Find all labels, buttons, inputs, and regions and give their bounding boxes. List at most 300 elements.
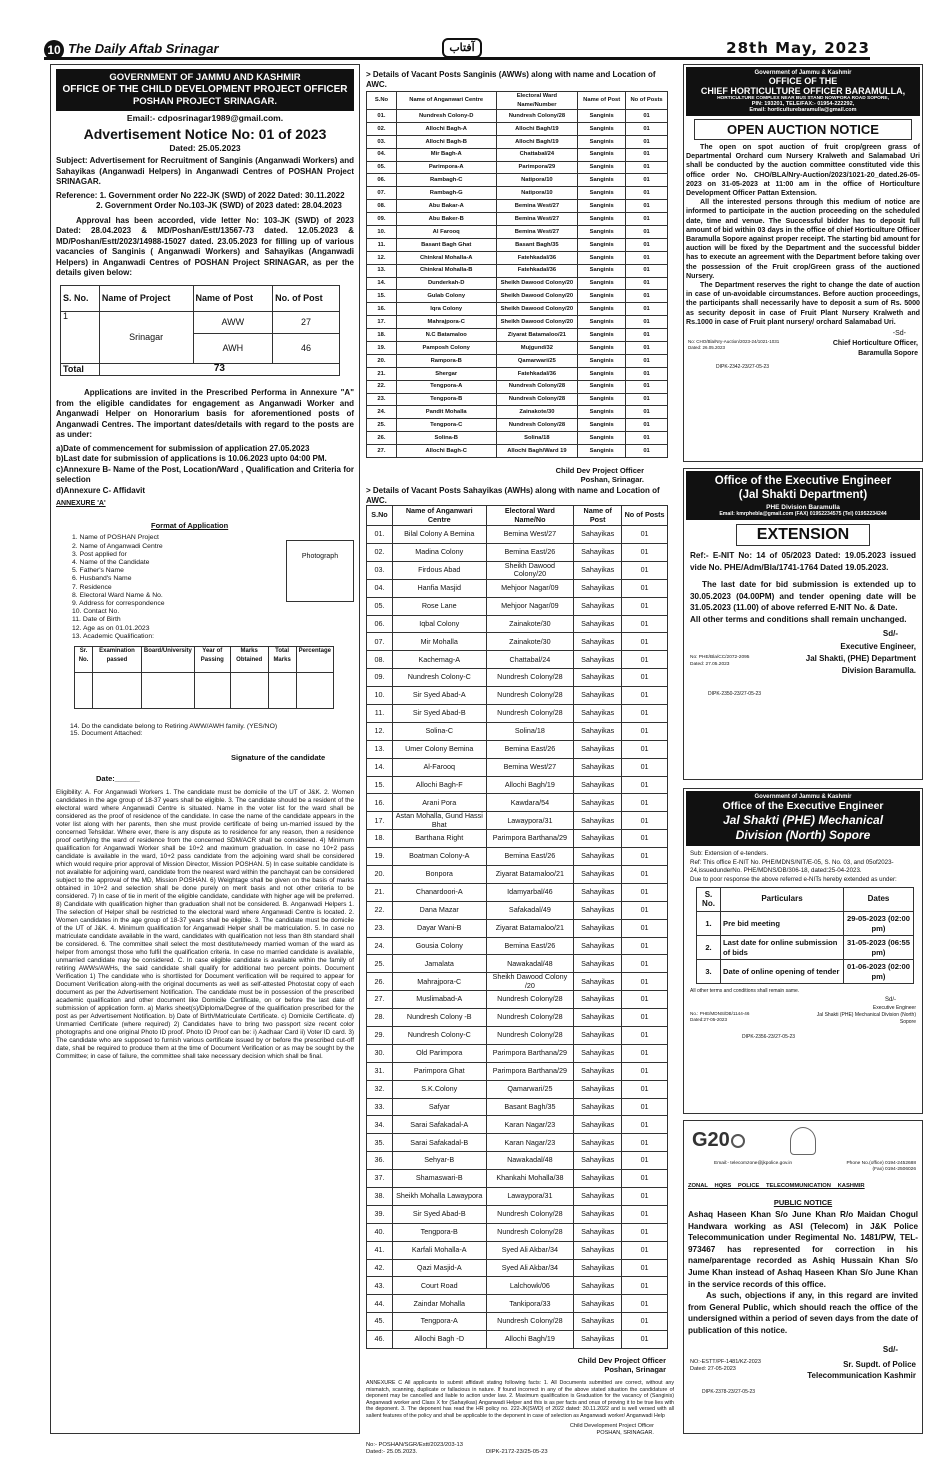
aww-row [367, 393, 668, 406]
awh-cell: 01 [622, 526, 668, 544]
awh-table-title: > Details of Vacant Posts Sahayikas (AWHs) along with name and Location of AWC. [366, 486, 660, 505]
annexure-c-note: d)Annexure C- Affidavit [56, 485, 146, 495]
awh-cell: Hanfia Masjid [392, 579, 486, 597]
newspaper-logo: آفتاب [442, 38, 482, 58]
aww-row [367, 380, 668, 393]
awh-cell: Sahayikas [574, 597, 622, 615]
awh-cell: Court Road [392, 1277, 486, 1295]
awh-cell: Boatman Colony-A [392, 848, 486, 866]
awh-cell: Barthana Right [392, 830, 486, 848]
awh-cell: Sahayikas [574, 1241, 622, 1259]
aww-cell: 01 [626, 316, 668, 329]
awh-cell: 09. [367, 669, 393, 687]
aww-cell: 16. [367, 303, 397, 316]
aww-cell: 13. [367, 264, 397, 277]
awh-row [367, 561, 668, 579]
awh-cell: 01 [622, 758, 668, 776]
aww-cell: 01 [626, 213, 668, 226]
aww-cell: Sanginis [578, 148, 626, 161]
aww-cell: Rambagh-G [396, 187, 496, 200]
aww-cell: Sanginis [578, 135, 626, 148]
aww-cell: Gulab Colony [396, 290, 496, 303]
extension-dated: Dated: 27.05.2023 [690, 662, 730, 667]
awh-sign-line2: Poshan, Srinagar [604, 1365, 666, 1375]
awh-cell: 18. [367, 830, 393, 848]
aww-cell: Fatehkadal/36 [496, 367, 578, 380]
aww-row [367, 367, 668, 380]
aww-cell: Mir Bagh-A [396, 148, 496, 161]
phe-cell: 2. [697, 936, 721, 960]
awh-cell: Sahayikas [574, 1062, 622, 1080]
aww-cell: 01 [626, 329, 668, 342]
awh-cell: 43. [367, 1277, 393, 1295]
aww-cell: Sanginis [578, 200, 626, 213]
aww-cell: 01 [626, 148, 668, 161]
awh-cell: Sir Syed Abad-B [392, 1205, 486, 1223]
question-14: 14. Do the candidate belong to Retiring AWW/AWH family. (YES/NO) [70, 723, 278, 731]
aww-cell: Tengpora-B [396, 393, 496, 406]
aww-cell: Abu Baker-B [396, 213, 496, 226]
awh-cell: Sahayikas [574, 812, 622, 830]
aww-row [367, 342, 668, 355]
form-field-7: 7. Residence [72, 583, 112, 591]
aww-cell: Al Farooq [396, 226, 496, 239]
awh-cell: 04. [367, 579, 393, 597]
awh-cell: Parimpora Barthana/29 [486, 1062, 574, 1080]
qual-col-2: Examination passed [93, 647, 142, 673]
aww-table-title: > Details of Vacant Posts Sanginis (AWWs) along with name and Location of AWC. [366, 70, 656, 89]
aww-row [367, 251, 668, 264]
approval-paragraph: Approval has been accorded, vide letter No: 103-JK (SWD) of 2023 Dated: 28.04.2023 & MD/Poshan/Estt/13567-73 dated. 12.05.2023 & MD/Poshan/Estt/2023/14988-15027 dated. 23.05.2023 for filling up of various vacancies of Sanginis ( Anganwadi Workers) and Sahayikas (Anganwadi Helpers) in Anganwadi Centres of POSHAN Project SRINAGAR, as per the details given below: [56, 215, 354, 277]
awh-cell: 44. [367, 1295, 393, 1313]
awh-cell: 39. [367, 1205, 393, 1223]
awh-cell: Zaindar Mohalla [392, 1295, 486, 1313]
aww-cell: 15. [367, 290, 397, 303]
g20-logo [692, 1129, 745, 1152]
police-zonal: ZONAL HQRS POLICE TELECOMMUNICATION KASHMIR [688, 1183, 865, 1189]
phe-cell: 3. [697, 960, 721, 984]
aww-header-row [367, 92, 668, 110]
awh-row [367, 543, 668, 561]
newspaper-name: The Daily Aftab Srinagar [68, 41, 219, 56]
phe-no: No.: PHE/MDNS/DB/1144-46 [690, 1011, 750, 1016]
awh-cell: Allochi Bagh -D [392, 1331, 486, 1349]
awh-cell: Old Parimpora [392, 1044, 486, 1062]
awh-sign-line1: Child Dev Project Officer [577, 1356, 666, 1366]
awh-cell: Sahayikas [574, 1277, 622, 1295]
awh-cell: 01 [622, 1062, 668, 1080]
awh-cell: Sahayikas [574, 865, 622, 883]
aww-cell: Sanginis [578, 251, 626, 264]
awh-row [367, 883, 668, 901]
auction-para-2: All the interested persons through this medium of notice are informed to participate in the auction proceeding on the scheduled date, time and venue. The Successful bidder has to deposit full amount of bid within 03 days in the office of chief Horticulture Officer Baramulla Sopore against proper receipt. The starting bid amount for auction will be fixed by the Department and the successful bidder has to execute an agreement with the Department before taking over the possession of the Fruit crop/Green grass of the auctioned Nursery. [686, 198, 920, 280]
phe-date-table [696, 887, 914, 984]
awh-cell: Bemina East/26 [486, 937, 574, 955]
phe-ref: Ref: This office E-NIT No. PHE/MDNS/NIT/E-05, S. No. 03, and 05of2023-24,issuedunderNo. PHE/MDNS/DB/306-18, dated:25-04-2023. [690, 858, 894, 874]
awh-col-2: Name of Anganwari Centre [392, 506, 486, 526]
vac-col-count: No. of Post [273, 285, 340, 311]
aww-cell: Iqra Colony [396, 303, 496, 316]
awh-cell: 01 [622, 1188, 668, 1206]
extension-ref: Ref:- E-NIT No: 14 of 05/2023 Dated: 19.05.2023 issued vide No. PHE/Adm/Bla/1741-1764 Dated 19.05.2023. [690, 551, 916, 572]
auction-notice-title: OPEN AUCTION NOTICE [694, 119, 912, 140]
awh-cell: 01 [622, 794, 668, 812]
aww-cell: Solina/18 [496, 432, 578, 445]
awh-cell: 46. [367, 1331, 393, 1349]
aww-cell: Chinkral Mohalla-B [396, 264, 496, 277]
awh-cell: Mehjoor Nagar/09 [486, 597, 574, 615]
aww-cell: 18. [367, 329, 397, 342]
awh-cell: 16. [367, 794, 393, 812]
awh-cell: Sahayikas [574, 1295, 622, 1313]
aww-cell: Sanginis [578, 432, 626, 445]
g20-text: G20 [692, 1129, 730, 1151]
qual-col-5: Marks Obtained [230, 647, 268, 673]
hort-addr: HORTICULTURE COMPLEX NEAR BUS STAND NOWPORA ROAD SOPORE, [717, 96, 889, 101]
aww-cell: Sanginis [578, 303, 626, 316]
awh-cell: Sehyar-B [392, 1152, 486, 1170]
aww-cell: Chinkral Mohalla-A [396, 251, 496, 264]
awh-cell: Bonpora [392, 865, 486, 883]
phe-due: Due to poor response the above referred e-NITs hereby extended as under: [690, 875, 897, 883]
auction-dipk: DIPK-2342-23/27-05-23 [716, 364, 770, 371]
awh-cell: 14. [367, 758, 393, 776]
aww-cell: Sanginis [578, 316, 626, 329]
aww-row [367, 432, 668, 445]
awh-cell: 01 [622, 1223, 668, 1241]
awh-cell: Firdous Abad [392, 561, 486, 579]
office-title: OFFICE OF THE CHILD DEVELOPMENT PROJECT OFFICER [62, 84, 348, 95]
cdpo-sign-block [366, 1423, 674, 1437]
police-signatory [807, 1359, 916, 1381]
awh-cell: 01 [622, 776, 668, 794]
aww-cell: 22. [367, 380, 397, 393]
awh-row [367, 955, 668, 973]
jalshakti-division: PHE Division Baramulla [766, 504, 840, 511]
aww-cell: Mujgund/32 [496, 342, 578, 355]
awh-row [367, 1080, 668, 1098]
aww-cell: Sanginis [578, 342, 626, 355]
awh-cell: Sahayikas [574, 1009, 622, 1027]
awh-cell: 01 [622, 1170, 668, 1188]
phe-col-particulars: Particulars [721, 888, 844, 912]
awh-row [367, 937, 668, 955]
extension-dipk: DIPK-2350-23/27-05-23 [708, 691, 762, 697]
qual-col-6: Total Marks [268, 647, 296, 673]
awh-header-row [367, 506, 668, 526]
awh-cell: Sahayikas [574, 1026, 622, 1044]
awh-col-5: No of Posts [622, 506, 668, 526]
awh-row [367, 579, 668, 597]
vac-count-awh: 46 [273, 333, 340, 363]
awh-cell: Idamyarbal/46 [486, 883, 574, 901]
aww-cell: Fatehkadal/36 [496, 251, 578, 264]
awh-cell: 32. [367, 1080, 393, 1098]
aww-cell: Bemina West/27 [496, 213, 578, 226]
awh-cell: 01 [622, 848, 668, 866]
form-field-6: 6. Husband's Name [72, 575, 132, 583]
aww-cell: 01 [626, 393, 668, 406]
awh-row [367, 794, 668, 812]
aww-cell: 20. [367, 354, 397, 367]
aww-row [367, 110, 668, 123]
aww-cell: Sanginis [578, 354, 626, 367]
awh-cell: 23. [367, 919, 393, 937]
awh-cell: 21. [367, 883, 393, 901]
awh-cell: 31. [367, 1062, 393, 1080]
awh-cell: Sahayikas [574, 651, 622, 669]
aww-cell: 01 [626, 264, 668, 277]
horticulture-header [686, 67, 920, 116]
auction-signatory [833, 339, 918, 359]
awh-cell: Umer Colony Bemina [392, 740, 486, 758]
auction-sign-1: Chief Horticulture Officer, [832, 340, 918, 348]
date-last: b)Last date for submission of applications is 10.06.2023 upto 04:00 PM. [56, 454, 327, 464]
aww-cell: Nundresh Colony/28 [496, 110, 578, 123]
aww-cell: Sheikh Dawood Colony/20 [496, 316, 578, 329]
awh-cell: Nundresh Colony-C [392, 669, 486, 687]
awh-cell: Syed Ali Akbar/34 [486, 1241, 574, 1259]
awh-cell: 01 [622, 543, 668, 561]
awh-cell: Karan Nagar/23 [486, 1116, 574, 1134]
awh-row [367, 633, 668, 651]
awh-cell: Sahayikas [574, 740, 622, 758]
awh-col-1: S.No [367, 506, 393, 526]
awh-row [367, 1188, 668, 1206]
phe-cell: 29-05-2023 (02:00 pm) [844, 912, 914, 936]
awh-cell: Chanardoori-A [392, 883, 486, 901]
awh-cell: 01 [622, 615, 668, 633]
awh-row [367, 704, 668, 722]
awh-cell: Sahayikas [574, 937, 622, 955]
aww-cell: Sanginis [578, 367, 626, 380]
aww-row [367, 213, 668, 226]
aww-cell: 01 [626, 342, 668, 355]
awh-cell: Lawaypora/31 [486, 812, 574, 830]
aww-cell: Sanginis [578, 277, 626, 290]
awh-cell: 28. [367, 1009, 393, 1027]
aww-sign-line2: Poshan, Srinagar. [580, 475, 644, 485]
awh-cell: 01 [622, 937, 668, 955]
aww-sign-line1: Child Dev Project Officer [555, 466, 644, 476]
aww-cell: 01 [626, 432, 668, 445]
phe-header [686, 791, 920, 846]
aww-cell: Sanginis [578, 238, 626, 251]
aww-cell: Allochi Bagh-C [396, 445, 496, 458]
aww-cell: 10. [367, 226, 397, 239]
awh-cell: Sahayikas [574, 704, 622, 722]
awh-cell: Madina Colony [392, 543, 486, 561]
awh-row [367, 812, 668, 830]
vac-sno: 1 [61, 311, 100, 363]
date-line: Date:______ [96, 774, 140, 784]
aww-cell: 01 [626, 174, 668, 187]
awh-cell: Astan Mohalla, Gund Hassi Bhat [392, 812, 486, 830]
awh-row [367, 1223, 668, 1241]
aww-cell: N.C Batamaloo [396, 329, 496, 342]
phe-sign-1: Executive Engineer [872, 1005, 916, 1011]
aww-cell: 01 [626, 110, 668, 123]
awh-row [367, 1313, 668, 1331]
globe-icon [731, 1134, 745, 1148]
jalshakti-header [686, 471, 920, 520]
aww-cell: Shergar [396, 367, 496, 380]
vac-col-post: Name of Post [193, 285, 273, 311]
awh-cell: Qazi Masjid-A [392, 1259, 486, 1277]
newspaper-header [44, 38, 870, 60]
awh-cell: Tengpora-A [392, 1313, 486, 1331]
aww-cell: Basant Bagh/35 [496, 238, 578, 251]
cdpo-email: Email:- cdposrinagar1989@gmail.com. [126, 113, 284, 123]
awh-cell: Nawakadal/48 [486, 1152, 574, 1170]
phe-title-1: Office of the Executive Engineer [722, 800, 884, 812]
awh-cell: 25. [367, 955, 393, 973]
aww-cell: Sanginis [578, 380, 626, 393]
awh-cell: Bilal Colony A Bemina [392, 526, 486, 544]
auction-sign-block [686, 330, 920, 364]
awh-col-4: Name of Post [574, 506, 622, 526]
aww-cell: Nundresh Colony/28 [496, 393, 578, 406]
aww-cell: Allochi Bagh/19 [496, 122, 578, 135]
awh-cell: 01 [622, 1152, 668, 1170]
vac-col-project: Name of Project [99, 285, 193, 311]
jalshakti-title-1: Office of the Executive Engineer [714, 475, 892, 487]
awh-cell: Bemina East/26 [486, 848, 574, 866]
awh-cell: 19. [367, 848, 393, 866]
issue-date: 28th May, 2023 [726, 39, 870, 57]
aww-cell: 06. [367, 174, 397, 187]
aww-row [367, 226, 668, 239]
awh-row [367, 687, 668, 705]
annexure-c-text: ANNEXURE C All applicants to submit affidavit stating following facts: 1. All Documents submitted are correct, without any mismatch, scanning, duplicate or fallacious in nature. If found incorrect in any of the above stated situation the candidature of deponent may be cancelled and liable to action under law. 2. Maximum qualification is Graduation for the vacancy of (Sanginis) Anganwadi worker and Class X for (Sahayikas) Anganwadi Helper and this is as per facts and onus of proving it to be true lies with the deponent. 3. The deponent has read the HR policy no. 222-JK(SWD) of 2022 dated: 30.11.2022 and is well versed with all salient features of the policy and shall be applicable to the deponent in case of selection as Anganwadi worker/ Anganwadi Help [366, 1380, 674, 1419]
phe-cell: Date of online opening of tender [721, 960, 844, 984]
awh-cell: 17. [367, 812, 393, 830]
awh-cell: Bemina East/26 [486, 740, 574, 758]
awh-cell: S.K.Colony [392, 1080, 486, 1098]
phe-title-2: Jal Shakti (PHE) Mechanical [722, 813, 884, 827]
awh-cell: Dayar Wani-B [392, 919, 486, 937]
awh-cell: 01 [622, 651, 668, 669]
aww-cell: Sanginis [578, 213, 626, 226]
aww-cell: 01 [626, 445, 668, 458]
awh-cell: 01 [622, 1259, 668, 1277]
awh-cell: Tankipora/33 [486, 1295, 574, 1313]
aww-cell: Tengpora-C [396, 419, 496, 432]
awh-cell: Nawakadal/48 [486, 955, 574, 973]
aww-cell: 25. [367, 419, 397, 432]
aww-cell: Sheikh Dawood Colony/20 [496, 290, 578, 303]
awh-cell: 01 [622, 1026, 668, 1044]
aww-cell: Sanginis [578, 110, 626, 123]
awh-cell: Sahayikas [574, 955, 622, 973]
annexure-b-note: c)Annexure B- Name of the Post, Location/Ward , Qualification and Criteria for selection [56, 464, 354, 485]
advert-footer [366, 1442, 674, 1457]
awh-cell: 42. [367, 1259, 393, 1277]
aww-cell: Dunderkah-D [396, 277, 496, 290]
form-field-13: 13. Academic Qualification: [72, 632, 154, 640]
aww-col-1: S.No [367, 92, 397, 110]
auction-no: No: CHO/Bla/Nry-Auction/2023-24/1021-1031 [688, 339, 780, 345]
application-form [56, 534, 354, 646]
awh-cell: 01 [622, 597, 668, 615]
aww-cell: 17. [367, 316, 397, 329]
awh-cell: Bemina East/26 [486, 543, 574, 561]
awh-cell: Al-Farooq [392, 758, 486, 776]
awh-cell: Sahayikas [574, 1170, 622, 1188]
awh-row [367, 1205, 668, 1223]
police-contact [846, 1161, 916, 1173]
awh-cell: Nundresh Colony/28 [486, 991, 574, 1009]
awh-cell: Solina-C [392, 722, 486, 740]
aww-cell: Nundresh Colony-D [396, 110, 496, 123]
phe-subject: Sub: Extension of e-tenders. [690, 850, 769, 857]
question-15: 15. Document Attached: [70, 730, 143, 738]
aww-cell: Qamarwari/25 [496, 354, 578, 367]
advert-dated: Dated:- 25.05.2023. [366, 1449, 418, 1456]
aww-cell: 01 [626, 303, 668, 316]
aww-cell: 05. [367, 161, 397, 174]
awh-cell: 22. [367, 901, 393, 919]
awh-row [367, 973, 668, 991]
aww-cell: 01 [626, 367, 668, 380]
police-public-notice [683, 1120, 923, 1434]
aww-cell: 08. [367, 200, 397, 213]
awh-cell: 01 [622, 1241, 668, 1259]
aww-cell: 12. [367, 251, 397, 264]
aww-cell: 01 [626, 122, 668, 135]
awh-row [367, 526, 668, 544]
aww-cell: 09. [367, 213, 397, 226]
vac-col-sno: S. No. [61, 285, 100, 311]
awh-cell: Sahayikas [574, 633, 622, 651]
qual-col-1: Sr. No. [75, 647, 93, 673]
awh-cell: Sir Syed Abad-B [392, 704, 486, 722]
aww-cell: Rampora-B [396, 354, 496, 367]
awh-cell: 01 [622, 740, 668, 758]
awh-cell: Solina/18 [486, 722, 574, 740]
awh-row [367, 865, 668, 883]
awh-cell: Bemina West/27 [486, 758, 574, 776]
awh-row [367, 651, 668, 669]
awh-cell: 30. [367, 1044, 393, 1062]
awh-cell: 13. [367, 740, 393, 758]
awh-cell: 11. [367, 704, 393, 722]
awh-cell: Sahayikas [574, 1098, 622, 1116]
aww-cell: Sanginis [578, 445, 626, 458]
awh-cell: 01 [622, 865, 668, 883]
awh-cell: Parimpora Barthana/29 [486, 1044, 574, 1062]
aww-cell: Sanginis [578, 329, 626, 342]
awh-cell: Sheikh Dawood Colony /20 [486, 973, 574, 991]
format-title: Format of Application [151, 521, 229, 531]
auction-dated: Dated: 26.05.2023 [688, 345, 726, 351]
aww-row [367, 277, 668, 290]
extension-no: No: PHE/Bla/CC/2072-2095 [690, 655, 750, 660]
awh-cell: 26. [367, 973, 393, 991]
aww-cell: 03. [367, 135, 397, 148]
extension-para-1: The last date for bid submission is extended up to 30.05.2023 (04.00PM) and tender opening date will be 31.05.2023 (11.00) of above referred E-NIT No. & Date. [690, 580, 916, 612]
awh-cell: Gousia Colony [392, 937, 486, 955]
form-field-9: 9. Address for correspondence [72, 600, 165, 608]
aww-row [367, 406, 668, 419]
awh-cell: 34. [367, 1116, 393, 1134]
awh-cell: Safyar [392, 1098, 486, 1116]
form-field-3: 3. Post applied for [72, 550, 127, 558]
date-line-label: Date: [96, 774, 115, 784]
awh-cell: Basant Bagh/35 [486, 1098, 574, 1116]
aww-col-4: Name of Post [578, 92, 626, 110]
extension-para-2: All other terms and conditions shall remain unchanged. [690, 614, 907, 624]
